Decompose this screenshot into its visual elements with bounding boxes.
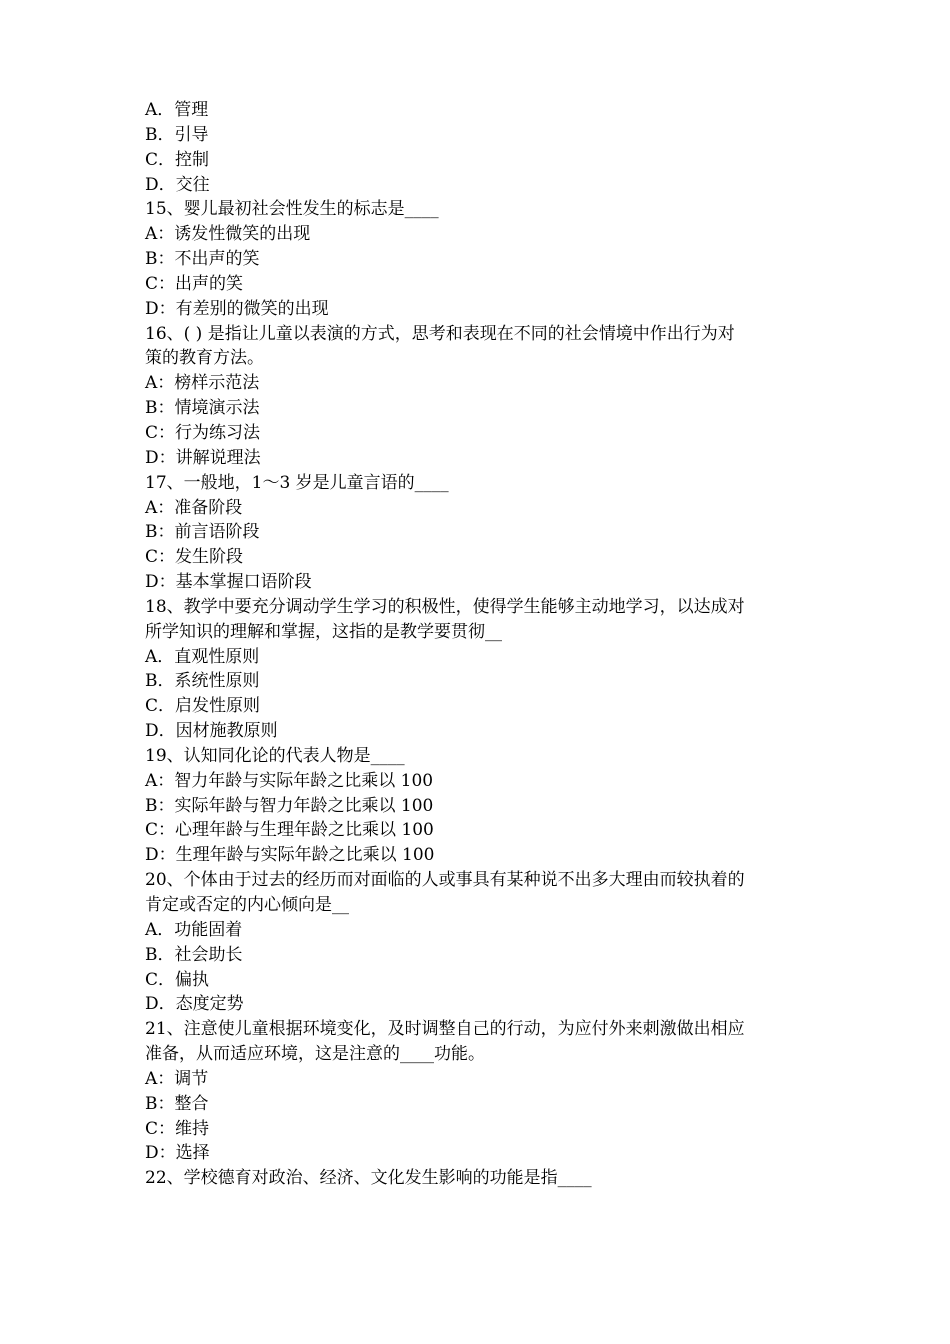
option-line: B：情境演示法 (145, 398, 260, 419)
option-line: C：发生阶段 (145, 547, 244, 568)
question-16: 16、( ) 是指让儿童以表演的方式，思考和表现在不同的社会情境中作出行为对 (145, 323, 735, 344)
question-21: 21、注意使儿童根据环境变化，及时调整自己的行动，为应付外来刺激做出相应 (145, 1019, 745, 1040)
option-line: C：行为练习法 (145, 422, 261, 443)
option-line: A：准备阶段 (145, 497, 243, 518)
option-line: C：出声的笑 (145, 273, 244, 294)
option-line: C：心理年龄与生理年龄之比乘以 100 (145, 820, 434, 841)
option-line: D：生理年龄与实际年龄之比乘以 100 (145, 845, 435, 866)
option-line: C．控制 (145, 149, 210, 170)
option-line: C．偏执 (145, 969, 210, 990)
option-line: A：诱发性微笑的出现 (145, 224, 311, 245)
option-line: A：智力年龄与实际年龄之比乘以 100 (145, 770, 434, 791)
question-20: 20、个体由于过去的经历而对面临的人或事具有某种说不出多大理由而较执着的 (145, 870, 745, 891)
option-line: B．社会助长 (145, 944, 243, 965)
option-line: C：维持 (145, 1118, 210, 1139)
question-21-continued: 准备，从而适应环境，这是注意的____功能。 (145, 1044, 485, 1065)
option-line: D．交往 (145, 174, 210, 195)
option-line: D：有差别的微笑的出现 (145, 298, 329, 319)
option-line: D：选择 (145, 1143, 210, 1164)
option-line: B：前言语阶段 (145, 522, 260, 543)
option-line: B．引导 (145, 124, 209, 145)
question-15: 15、婴儿最初社会性发生的标志是____ (145, 199, 439, 220)
option-line: B．系统性原则 (145, 671, 260, 692)
option-line: A：榜样示范法 (145, 373, 260, 394)
question-16-continued: 策的教育方法。 (145, 348, 264, 369)
question-18: 18、教学中要充分调动学生学习的积极性，使得学生能够主动地学习，以达成对 (145, 596, 745, 617)
option-line: D．因材施教原则 (145, 721, 278, 742)
question-20-continued: 肯定或否定的内心倾向是__ (145, 895, 349, 915)
option-line: B：不出声的笑 (145, 249, 260, 270)
option-line: D：基本掌握口语阶段 (145, 572, 312, 593)
question-22: 22、学校德育对政治、经济、文化发生影响的功能是指____ (145, 1168, 592, 1189)
option-line: A．管理 (145, 100, 209, 120)
option-line: C．启发性原则 (145, 696, 261, 717)
question-17: 17、一般地，1～3 岁是儿童言语的____ (145, 472, 449, 493)
question-19: 19、认知同化论的代表人物是____ (145, 745, 405, 766)
option-line: B：整合 (145, 1093, 209, 1114)
option-line: D．态度定势 (145, 994, 244, 1015)
question-list (145, 98, 825, 1191)
option-line: A．直观性原则 (145, 646, 260, 667)
option-line: D：讲解说理法 (145, 447, 261, 468)
question-18-continued: 所学知识的理解和掌握，这指的是教学要贯彻__ (145, 621, 502, 642)
option-line: B：实际年龄与智力年龄之比乘以 100 (145, 795, 434, 816)
option-line: A．功能固着 (145, 919, 243, 940)
option-line: A：调节 (145, 1068, 209, 1089)
